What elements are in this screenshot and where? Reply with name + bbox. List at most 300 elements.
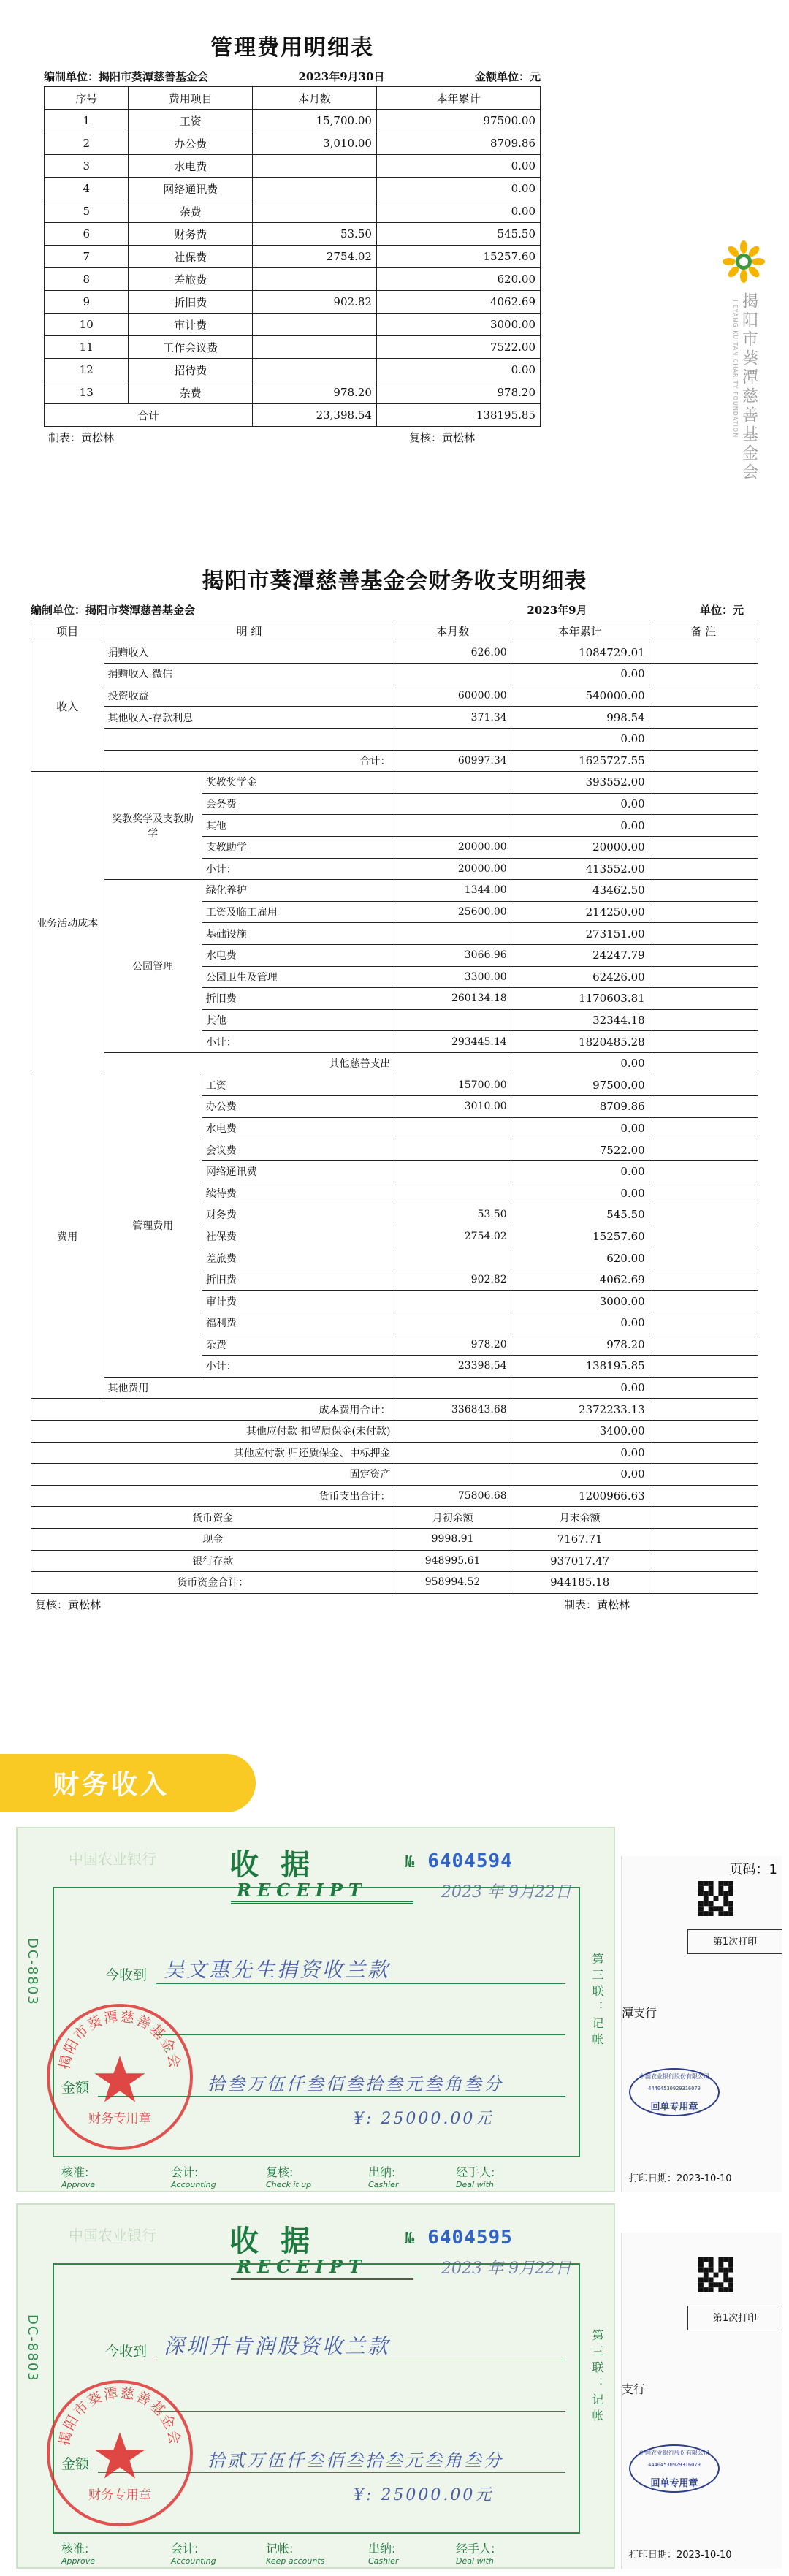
footer-field (266, 2539, 324, 2566)
row-index: 2 (45, 132, 129, 155)
row-item: 社保费 (129, 246, 253, 268)
row-month (394, 793, 511, 815)
row-month (253, 178, 377, 200)
row-item: 审计费 (202, 1291, 394, 1312)
row-note (649, 1291, 758, 1312)
row-note (649, 1269, 758, 1291)
row-note (649, 815, 758, 837)
summary-label: 其他应付款-归还质保金、中标押金 (31, 1442, 394, 1464)
row-note (649, 1550, 758, 1572)
currency-label: 单位：元 (699, 604, 744, 617)
receipt-form (16, 2203, 615, 2569)
summary-month (394, 1442, 511, 1464)
table-row (31, 707, 758, 729)
footer-field-label: 经手人: (456, 2165, 495, 2179)
row-month: 902.82 (394, 1269, 511, 1291)
copy-label: 第三联：记帐 (590, 2329, 604, 2425)
row-index: 8 (45, 268, 129, 291)
summary-label: 货币支出合计： (31, 1485, 394, 1507)
row-item: 水电费 (202, 944, 394, 966)
column-header: 明 细 (104, 620, 394, 642)
seal-code: 44404530929316079 (648, 2086, 701, 2091)
svg-text:揭阳市葵潭慈善基金会: 揭阳市葵潭慈善基金会 (56, 2384, 184, 2447)
row-item: 杂费 (129, 200, 253, 223)
column-header: 本月数 (394, 620, 511, 642)
row-index: 7 (45, 246, 129, 268)
row-month (394, 664, 511, 685)
bank-watermark: 中国农业银行 (69, 2227, 156, 2244)
receipt-subtitle: RECEIPT (237, 2256, 367, 2277)
summary-year: 1200966.63 (511, 1485, 649, 1507)
print-date: 打印日期：2023-10-10 (629, 2173, 732, 2184)
row-index: 9 (45, 291, 129, 314)
row-item: 其他费用 (104, 1377, 394, 1399)
row-item: 网络通讯费 (129, 178, 253, 200)
row-note (649, 728, 758, 750)
footer-field-label: 出纳: (368, 2542, 396, 2556)
bank-receipt-seal (629, 2068, 720, 2116)
receipt-form (16, 1827, 615, 2192)
seal-purpose: 回单专用章 (650, 2102, 698, 2113)
summary-year: 2372233.13 (511, 1399, 649, 1421)
amount-number: ¥: 25000.00元 (354, 2110, 494, 2128)
row-item: 捐赠收入 (104, 642, 394, 664)
table-row (31, 1507, 758, 1529)
footer-field (368, 2539, 398, 2566)
income-total-label: 合计： (104, 750, 394, 772)
row-month: 626.00 (394, 642, 511, 664)
receipt-number (405, 2227, 513, 2249)
footer-field-en: Cashier (368, 2556, 399, 2566)
row-year: 138195.85 (511, 1356, 649, 1378)
row-note (649, 1247, 758, 1269)
print-count: 第1次打印 (687, 2306, 782, 2330)
row-item: 投资收益 (104, 685, 394, 707)
cash-label: 银行存款 (31, 1550, 394, 1572)
svg-text:财务专用章: 财务专用章 (88, 2488, 152, 2503)
row-item: 折旧费 (202, 1269, 394, 1291)
maker-label: 制表：黄松林 (563, 1597, 630, 1611)
section-label-income: 收入 (31, 642, 104, 772)
footer-field (368, 2163, 398, 2189)
row-item: 杂费 (202, 1334, 394, 1356)
row-year: 214250.00 (511, 901, 649, 923)
row-note (649, 923, 758, 945)
footer-field-en: Accounting (171, 2180, 216, 2189)
row-item: 审计费 (129, 314, 253, 336)
row-year: 413552.00 (511, 858, 649, 880)
row-month: 2754.02 (253, 246, 377, 268)
unit-label: 编制单位：揭阳市葵潭慈善基金会 (31, 604, 196, 617)
cash-begin: 9998.91 (394, 1528, 511, 1550)
row-month: 902.82 (253, 291, 377, 314)
row-month: 2754.02 (394, 1226, 511, 1247)
row-note (649, 1031, 758, 1053)
row-month (394, 1312, 511, 1334)
received-from-label: 今收到 (105, 1967, 148, 1983)
print-date: 打印日期：2023-10-10 (629, 2550, 732, 2561)
row-index: 10 (45, 314, 129, 336)
section-label-fees: 费用 (31, 1074, 104, 1399)
footer-field-en: Check it up (266, 2180, 312, 2189)
row-month (253, 314, 377, 336)
row-note (649, 1507, 758, 1529)
table-row (45, 246, 541, 268)
number-label: № (405, 2230, 415, 2248)
row-year: 620.00 (376, 268, 540, 291)
row-month: 53.50 (394, 1204, 511, 1226)
row-month (394, 728, 511, 750)
row-item: 差旅费 (202, 1247, 394, 1269)
form-code: DC-8803 (25, 2314, 40, 2382)
table-row (31, 620, 758, 642)
table-row (31, 728, 758, 750)
amount-words: 拾贰万伍仟叁佰叁拾叁元叁角叁分 (207, 2450, 503, 2471)
cash-end: 944185.18 (511, 1572, 649, 1594)
row-item: 招待费 (129, 359, 253, 381)
table-row (45, 155, 541, 178)
row-note (649, 1377, 758, 1399)
management-expense-signatures (44, 427, 541, 449)
receipt-title: 收据 (229, 2224, 332, 2258)
row-year: 0.00 (511, 815, 649, 837)
table-row (31, 664, 758, 685)
row-item: 办公费 (129, 132, 253, 155)
row-year: 393552.00 (511, 772, 649, 794)
row-item: 折旧费 (202, 988, 394, 1010)
income-total-month: 60997.34 (394, 750, 511, 772)
row-item: 办公费 (202, 1096, 394, 1118)
table-row (45, 291, 541, 314)
footer-field (266, 2163, 311, 2189)
row-index: 11 (45, 336, 129, 359)
row-item: 工资及临工雇用 (202, 901, 394, 923)
column-header: 项目 (31, 620, 104, 642)
row-year: 978.20 (511, 1334, 649, 1356)
group-label-education: 奖教奖学及支教助学 (104, 772, 202, 880)
row-year: 0.00 (376, 359, 540, 381)
row-item: 续待费 (202, 1182, 394, 1204)
finance-detail-title: 揭阳市葵潭慈善基金会财务收支明细表 (202, 569, 587, 594)
maker-label: 制表：黄松林 (48, 431, 115, 444)
received-from-text: 吴文惠先生捐资收兰款 (164, 1958, 391, 1982)
row-note (649, 966, 758, 988)
footer-field-en: Accounting (171, 2556, 216, 2566)
row-month: 25600.00 (394, 901, 511, 923)
row-note (649, 1139, 758, 1161)
table-row (31, 750, 758, 772)
unit-label: 编制单位：揭阳市葵潭慈善基金会 (44, 70, 209, 83)
row-note (649, 1160, 758, 1182)
row-item: 工资 (202, 1074, 394, 1096)
date-label: 2023年9月30日 (298, 70, 385, 83)
row-note (649, 707, 758, 729)
row-item: 会务费 (202, 793, 394, 815)
receipt-number (405, 1850, 513, 1872)
footer-field-label: 经手人: (456, 2542, 495, 2556)
receipt-date: 2023 年 9月22日 (441, 1883, 571, 1901)
row-note (649, 1485, 758, 1507)
row-note (649, 988, 758, 1010)
footer-field (456, 2163, 495, 2189)
row-item: 基础设施 (202, 923, 394, 945)
summary-year: 0.00 (511, 1464, 649, 1486)
row-year: 32344.18 (511, 1009, 649, 1031)
row-year: 0.00 (511, 793, 649, 815)
row-note (649, 1356, 758, 1378)
received-from-text: 深圳升肯润股资收兰款 (164, 2334, 391, 2358)
foundation-finance-stamp (47, 2004, 193, 2150)
footer-field-label: 核准: (61, 2542, 89, 2556)
date-label: 2023年9月 (527, 604, 587, 617)
row-note (649, 1334, 758, 1356)
bank-receipt-slip (621, 1856, 782, 2192)
income-total-year: 1625727.55 (511, 750, 649, 772)
row-year: 1820485.28 (511, 1031, 649, 1053)
received-from-line (156, 1983, 565, 1984)
footer-field-label: 会计: (171, 2542, 199, 2556)
footer-field (456, 2539, 495, 2566)
row-month: 293445.14 (394, 1031, 511, 1053)
svg-text:揭阳市葵潭慈善基金会: 揭阳市葵潭慈善基金会 (56, 2007, 184, 2071)
row-year: 540000.00 (511, 685, 649, 707)
footer-field-en: Approve (61, 2180, 96, 2189)
row-note (649, 1117, 758, 1139)
summary-month: 75806.68 (394, 1485, 511, 1507)
receipt-2 (0, 2203, 789, 2576)
row-month (394, 1009, 511, 1031)
row-year: 620.00 (511, 1247, 649, 1269)
seal-bank-name: 中国农业银行股份有限公司 (639, 2450, 709, 2456)
blank-line (156, 2411, 565, 2412)
row-note (649, 1009, 758, 1031)
row-item: 网络通讯费 (202, 1160, 394, 1182)
row-year: 97500.00 (376, 110, 540, 132)
row-year: 0.00 (511, 1182, 649, 1204)
finance-detail-section (31, 563, 758, 1616)
summary-month (394, 1464, 511, 1486)
summary-year: 0.00 (511, 1442, 649, 1464)
row-item: 杂费 (129, 381, 253, 404)
row-item: 工作会议费 (129, 336, 253, 359)
row-item: 差旅费 (129, 268, 253, 291)
row-month (394, 1182, 511, 1204)
footer-field-en: Deal with (456, 2556, 494, 2566)
seal-bank-name: 中国农业银行股份有限公司 (639, 2073, 709, 2080)
qr-code-icon (698, 2257, 733, 2292)
row-year: 7522.00 (376, 336, 540, 359)
total-year: 138195.85 (376, 404, 540, 427)
row-month: 53.50 (253, 223, 377, 246)
row-month: 20000.00 (394, 836, 511, 858)
row-month: 15,700.00 (253, 110, 377, 132)
footer-field-en: Deal with (456, 2180, 494, 2189)
table-row (31, 1550, 758, 1572)
cash-header: 月初余额 (394, 1507, 511, 1529)
row-month (394, 772, 511, 794)
row-month (394, 1291, 511, 1312)
row-month (394, 1117, 511, 1139)
row-month (253, 359, 377, 381)
row-month (394, 923, 511, 945)
row-note (649, 642, 758, 664)
column-header: 本月数 (253, 87, 377, 110)
column-header: 费用项目 (129, 87, 253, 110)
row-note (649, 1312, 758, 1334)
table-row (45, 110, 541, 132)
row-month (253, 200, 377, 223)
bank-receipt-seal (629, 2444, 720, 2493)
row-year: 0.00 (511, 728, 649, 750)
summary-year: 3400.00 (511, 1420, 649, 1442)
checker-label: 复核：黄松林 (408, 431, 475, 444)
row-month (253, 336, 377, 359)
row-month: 260134.18 (394, 988, 511, 1010)
bank-receipt-slip (621, 2233, 782, 2569)
branch-name: 潭支行 (622, 2006, 658, 2020)
row-item: 支教助学 (202, 836, 394, 858)
bank-watermark: 中国农业银行 (69, 1850, 156, 1868)
row-item: 水电费 (202, 1117, 394, 1139)
amount-label: 金额 (61, 2080, 90, 2096)
cash-header: 货币资金 (31, 1507, 394, 1529)
total-month: 23,398.54 (253, 404, 377, 427)
table-row (45, 314, 541, 336)
row-year: 62426.00 (511, 966, 649, 988)
row-month: 371.34 (394, 707, 511, 729)
cash-label: 货币资金合计： (31, 1572, 394, 1594)
table-header-row (45, 87, 541, 110)
row-note (649, 880, 758, 902)
table-row (45, 268, 541, 291)
row-note (649, 1096, 758, 1118)
row-note (649, 1074, 758, 1096)
row-year: 4062.69 (511, 1269, 649, 1291)
row-year: 545.50 (376, 223, 540, 246)
row-month: 1344.00 (394, 880, 511, 902)
row-note (649, 1226, 758, 1247)
blank-line (156, 2034, 565, 2035)
table-row (45, 381, 541, 404)
table-row (45, 132, 541, 155)
footer-field-en: Approve (61, 2556, 96, 2566)
row-month: 15700.00 (394, 1074, 511, 1096)
summary-label: 其他应付款-扣留质保金(未付款) (31, 1420, 394, 1442)
row-year: 0.00 (376, 178, 540, 200)
qr-code-icon (698, 1881, 733, 1916)
row-index: 4 (45, 178, 129, 200)
row-year: 978.20 (376, 381, 540, 404)
row-item: 水电费 (129, 155, 253, 178)
row-year: 0.00 (511, 1312, 649, 1334)
row-month: 20000.00 (394, 858, 511, 880)
table-row (31, 1399, 758, 1421)
row-year: 97500.00 (511, 1074, 649, 1096)
row-month (394, 815, 511, 837)
row-item: 折旧费 (129, 291, 253, 314)
row-month (394, 1139, 511, 1161)
row-index: 5 (45, 200, 129, 223)
row-note (649, 1052, 758, 1074)
row-note (649, 1572, 758, 1594)
footer-field (171, 2163, 216, 2189)
table-row (31, 685, 758, 707)
row-note (649, 944, 758, 966)
cash-end: 937017.47 (511, 1550, 649, 1572)
receipt-1 (0, 1827, 789, 2200)
cash-begin: 948995.61 (394, 1550, 511, 1572)
foundation-side-logo (723, 241, 774, 497)
row-year: 4062.69 (376, 291, 540, 314)
management-expense-meta (44, 67, 541, 86)
row-year: 8709.86 (511, 1096, 649, 1118)
summary-label: 成本费用合计： (31, 1399, 394, 1421)
section-label-business: 业务活动成本 (31, 772, 104, 1074)
row-year: 8709.86 (376, 132, 540, 155)
row-year: 1170603.81 (511, 988, 649, 1010)
management-expense-section (44, 29, 541, 449)
footer-field-label: 出纳: (368, 2165, 396, 2179)
row-year: 0.00 (376, 155, 540, 178)
row-item: 工资 (129, 110, 253, 132)
row-year: 998.54 (511, 707, 649, 729)
row-year: 15257.60 (511, 1226, 649, 1247)
row-year: 273151.00 (511, 923, 649, 945)
row-note (649, 1204, 758, 1226)
row-month: 23398.54 (394, 1356, 511, 1378)
row-year: 43462.50 (511, 880, 649, 902)
footer-field (61, 2163, 95, 2189)
table-row (45, 359, 541, 381)
cash-end: 7167.71 (511, 1528, 649, 1550)
column-header: 本年累计 (376, 87, 540, 110)
receipt-date: 2023 年 9月22日 (441, 2260, 571, 2278)
row-note (649, 1442, 758, 1464)
group-label-park: 公园管理 (104, 880, 202, 1053)
row-month (253, 155, 377, 178)
row-item: 会议费 (202, 1139, 394, 1161)
row-month: 3010.00 (394, 1096, 511, 1118)
row-note (649, 685, 758, 707)
foundation-finance-stamp (47, 2380, 193, 2526)
row-item: 捐赠收入-微信 (104, 664, 394, 685)
print-count: 第1次打印 (687, 1929, 782, 1954)
foundation-english-name: JIEYANG KUITAN CHARITY FOUNDATION (732, 300, 739, 438)
table-row (31, 1052, 758, 1074)
table-row (31, 642, 758, 664)
row-item: 福利费 (202, 1312, 394, 1334)
summary-month (394, 1420, 511, 1442)
row-note (649, 750, 758, 772)
row-year: 0.00 (376, 200, 540, 223)
footer-field-label: 记帐: (266, 2542, 294, 2556)
table-row (31, 1377, 758, 1399)
table-row (31, 1464, 758, 1486)
number-value: 6404595 (427, 2227, 513, 2249)
row-month: 3300.00 (394, 966, 511, 988)
footer-field-en: Keep accounts (266, 2556, 325, 2566)
number-label: № (405, 1853, 415, 1872)
table-row (31, 1572, 758, 1594)
row-month: 3,010.00 (253, 132, 377, 155)
row-index: 3 (45, 155, 129, 178)
summary-month: 336843.68 (394, 1399, 511, 1421)
row-year: 0.00 (511, 1160, 649, 1182)
row-year: 0.00 (511, 1377, 649, 1399)
footer-field (61, 2539, 95, 2566)
finance-detail-table (31, 620, 758, 1594)
management-expense-title: 管理费用明细表 (210, 35, 374, 61)
